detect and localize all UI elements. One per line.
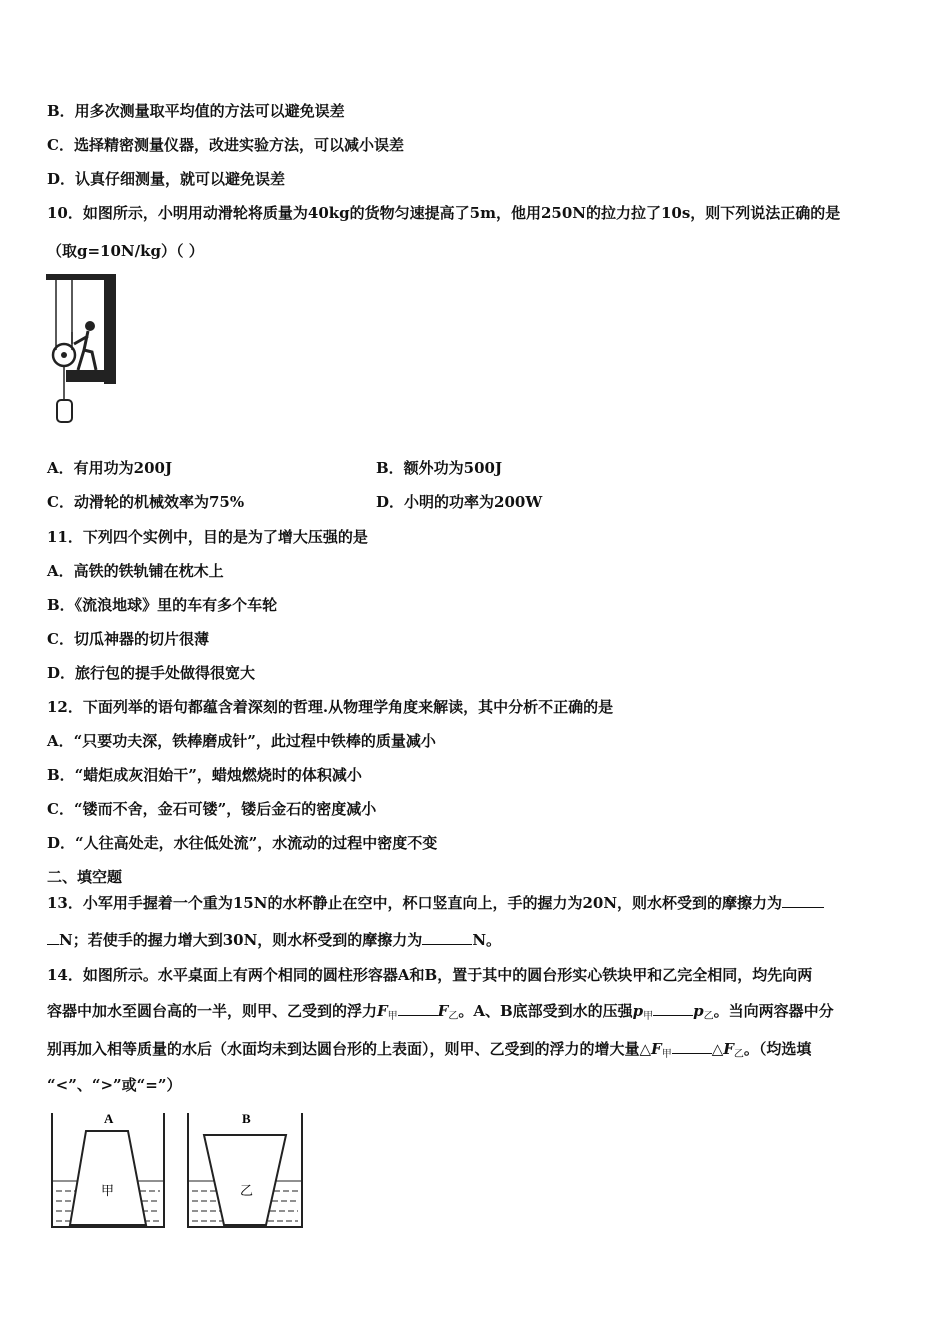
q13-line1 [47, 892, 824, 914]
subscript-jia: 甲 [643, 1011, 654, 1022]
pressure-symbol: p [632, 1002, 644, 1020]
q14-line2 [47, 1000, 834, 1025]
block-jia-label: 甲 [101, 1184, 115, 1199]
q9-option-c: C．选择精密测量仪器，改进实验方法，可以减小误差 [47, 136, 404, 154]
q11-option-b: B．《流浪地球》里的车有多个车轮 [47, 596, 278, 614]
q12-option-b: B．“蜡炬成灰泪始干”，蜡烛燃烧时的体积减小 [47, 766, 362, 784]
q14-blank-1[interactable] [398, 1000, 438, 1016]
subscript-yi: 乙 [703, 1011, 714, 1022]
person-head [85, 321, 95, 331]
force-symbol: F [437, 1002, 449, 1020]
subscript-jia: 甲 [387, 1011, 398, 1022]
section-title: 二、填空题 [47, 868, 123, 886]
q11-option-a: A．高铁的铁轨铺在枕木上 [47, 562, 224, 580]
q9-option-b: B．用多次测量取平均值的方法可以避免误差 [47, 102, 345, 120]
figure-b-label: B [242, 1111, 251, 1126]
q12-option-a: A．“只要功夫深，铁棒磨成针”，此过程中铁棒的质量减小 [47, 732, 436, 750]
frustum-jia [70, 1131, 146, 1225]
q14-text-1: 容器中加水至圆台高的一半，则甲、乙受到的浮力 [47, 1002, 378, 1020]
q14-text-4: 别再加入相等质量的水后（水面均未到达圆台形的上表面），则甲、乙受到的浮力的增大量△ [47, 1040, 652, 1058]
block-yi-label: 乙 [240, 1184, 254, 1199]
q14-text-5: △ [711, 1040, 724, 1058]
q12-option-c: C．“镂而不舍，金石可镂”，镂后金石的密度减小 [47, 800, 377, 818]
q10-stem-line1: 10．如图所示，小明用动滑轮将质量为40kg的货物匀速提高了5m，他用250N的拉力拉了10s，则下列说法正确的是 [47, 204, 841, 222]
q13-text-2: N；若使手的握力增大到30N，则水杯受到的摩擦力为 [59, 931, 423, 949]
q13-text-1: 13．小军用手握着一个重为15N的水杯静止在空中，杯口竖直向上，手的握力为20N，则水杯受到的摩擦力为 [47, 894, 783, 912]
person-body [74, 331, 96, 370]
q14-line1: 14．如图所示。水平桌面上有两个相同的圆柱形容器A和B，置于其中的圆台形实心铁块甲和乙完全相同，均先向两 [47, 966, 813, 984]
cargo-weight [57, 400, 72, 422]
right-wall [104, 274, 116, 384]
q14-line4: “<”、“>”或“=”） [47, 1076, 182, 1094]
q11-option-d: D．旅行包的提手处做得很宽大 [47, 664, 256, 682]
q14-blank-3[interactable] [672, 1038, 712, 1054]
q13-blank-2[interactable] [422, 929, 472, 945]
q10-option-a: A．有用功为200J [47, 459, 173, 477]
q10-option-d: D．小明的功率为200W [376, 493, 543, 511]
q11-option-c: C．切瓜神器的切片很薄 [47, 630, 209, 648]
figure-a-label: A [104, 1111, 114, 1126]
q10-option-b: B．额外功为500J [376, 459, 503, 477]
q10-stem-line2: （取g=10N/kg）（ ） [47, 242, 204, 260]
container-figures [44, 1105, 314, 1235]
q10-option-c: C．动滑轮的机械效率为75% [47, 493, 245, 511]
force-symbol: F [723, 1040, 734, 1058]
pulley-axle [61, 352, 67, 358]
q12-option-d: D．“人往高处走，水往低处流”，水流动的过程中密度不变 [47, 834, 438, 852]
q12-stem: 12．下面列举的语句都蕴含着深刻的哲理.从物理学角度来解读，其中分析不正确的是 [47, 698, 614, 716]
q13-text-3: N。 [472, 931, 502, 949]
pressure-symbol: p [693, 1002, 704, 1020]
subscript-yi: 乙 [733, 1049, 744, 1060]
q14-text-2: 。A、B底部受到水的压强 [458, 1002, 633, 1020]
q13-blank-1-cont[interactable] [47, 929, 59, 945]
subscript-jia: 甲 [661, 1049, 672, 1060]
q14-text-6: 。（均选填 [743, 1040, 812, 1058]
q14-blank-2[interactable] [653, 1000, 693, 1016]
floor-platform [66, 370, 116, 382]
q13-blank-1[interactable] [782, 892, 824, 908]
q14-text-3: 。当向两容器中分 [713, 1002, 834, 1020]
subscript-yi: 乙 [448, 1011, 459, 1022]
q14-line3 [47, 1038, 811, 1063]
force-symbol: F [377, 1002, 388, 1020]
q13-line2 [47, 929, 501, 951]
pulley-figure [44, 270, 124, 430]
force-symbol: F [651, 1040, 662, 1058]
q9-option-d: D．认真仔细测量，就可以避免误差 [47, 170, 286, 188]
q11-stem: 11．下列四个实例中，目的是为了增大压强的是 [47, 528, 368, 546]
